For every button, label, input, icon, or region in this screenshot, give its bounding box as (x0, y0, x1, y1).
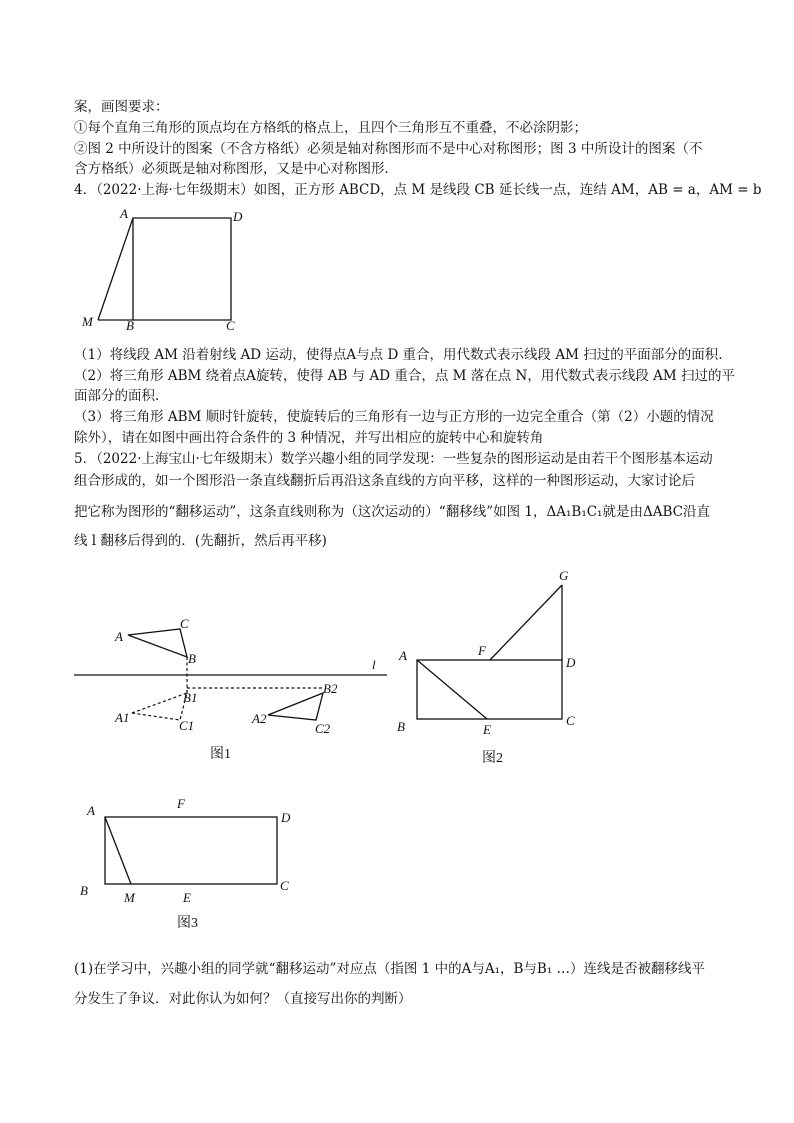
question-4-part-2: （2）将三角形 ABM 绕着点A旋转，使得 AB 与 AD 重合，点 M 落在点 N，用代数式表示线段 AM 扫过的平 (74, 368, 735, 384)
label-E: E (183, 890, 191, 905)
label-M: M (82, 314, 93, 329)
segment-FG (490, 585, 562, 660)
figure-2 (397, 568, 576, 766)
text-line: ①每个直角三角形的顶点均在方格纸的格点上，且四个三角形互不重叠，不必涂阴影； (74, 120, 587, 136)
label-F: F (177, 796, 185, 811)
segment-AM (105, 817, 131, 884)
text-line: 含方格纸）必须既是轴对称图形，又是中心对称图形． (74, 161, 398, 177)
question-5-line-3: 把它称为图形的“翻移运动”，这条直线则称为（这次运动的）“翻移线”如图 1，ΔA₁B₁C₁就是由ΔABC沿直 (74, 504, 710, 520)
label-E: E (483, 722, 491, 737)
label-A1: A1 (115, 710, 130, 725)
text-line: ②图 2 中所设计的图案（不含方格纸）必须是轴对称图形而不是中心对称图形；图 3 中所设计的图案（不 (74, 141, 703, 157)
question-5: 5．（2022·上海宝山·七年级期末）数学兴趣小组的同学发现：一些复杂的图形运动是由若干个图形基本运动 (74, 451, 713, 467)
text-line: 案，画图要求： (74, 99, 169, 115)
label-A: A (120, 206, 128, 221)
label-D: D (281, 810, 291, 825)
triangle-a2b2c2 (268, 693, 323, 720)
label-B: B (397, 719, 405, 734)
question-5-line-4: 线 l 翻移后得到的．(先翻折，然后再平移) (74, 533, 327, 549)
label-B2: B2 (323, 681, 338, 696)
question-4-part-3-cont: 除外），请在如图中画出符合条件的 3 种情况，并写出相应的旋转中心和旋转角 (74, 430, 544, 446)
rectangle-abcd (105, 817, 277, 884)
label-C: C (180, 616, 189, 631)
label-A: A (115, 629, 123, 644)
triangle-abc (128, 629, 187, 657)
question-4-part-3: （3）将三角形 ABM 顺时针旋转，使旋转后的三角形有一边与正方形的一边完全重合（第（2）小题的情况 (74, 409, 714, 425)
label-B: B (126, 318, 134, 333)
label-C: C (226, 318, 235, 333)
label-C2: C2 (315, 721, 331, 736)
question-4: 4．（2022·上海·七年级期末）如图，正方形 ABCD，点 M 是线段 CB 延长线一点，连结 AM，AB = a，AM = b (74, 182, 762, 198)
label-C: C (280, 878, 289, 893)
label-M: M (124, 890, 135, 905)
label-F: F (478, 643, 486, 658)
segment-AE (417, 660, 487, 719)
label-D: D (233, 209, 243, 224)
label-D: D (566, 655, 576, 670)
label-B1: B1 (183, 690, 198, 705)
label-A: A (399, 648, 407, 663)
label-C: C (566, 713, 575, 728)
question-4-part-1: （1）将线段 AM 沿着射线 AD 运动，使得点A与点 D 重合，用代数式表示线段 AM 扫过的平面部分的面积. (74, 347, 723, 363)
label-A: A (87, 803, 95, 818)
figure-3 (80, 796, 291, 931)
label-B: B (80, 883, 88, 898)
caption-fig3: 图3 (177, 916, 198, 931)
label-l: l (372, 657, 376, 672)
triangle-a1b1c1 (132, 693, 187, 720)
caption-fig2: 图2 (482, 751, 503, 766)
label-A2: A2 (252, 711, 267, 726)
label-C1: C1 (179, 718, 195, 733)
question-4-part-2-cont: 面部分的面积. (74, 388, 160, 404)
figure-1 (74, 616, 387, 762)
label-G: G (559, 568, 569, 583)
question-5-part-1-cont: 分发生了争议．对此你认为如何？（直接写出你的判断） (74, 991, 412, 1007)
rectangle-abcd (417, 660, 562, 719)
question-5-part-1: (1)在学习中，兴趣小组的同学就“翻移运动”对应点（指图 1 中的A与A₁，B与B₁ …）连线是否被翻移线平 (74, 961, 706, 977)
label-B: B (188, 651, 196, 666)
caption-fig1: 图1 (210, 747, 231, 762)
question-5-line-2: 组合形成的，如一个图形沿一条直线翻折后再沿这条直线的方向平移，这样的一种图形运动，大家讨论后 (74, 473, 695, 489)
